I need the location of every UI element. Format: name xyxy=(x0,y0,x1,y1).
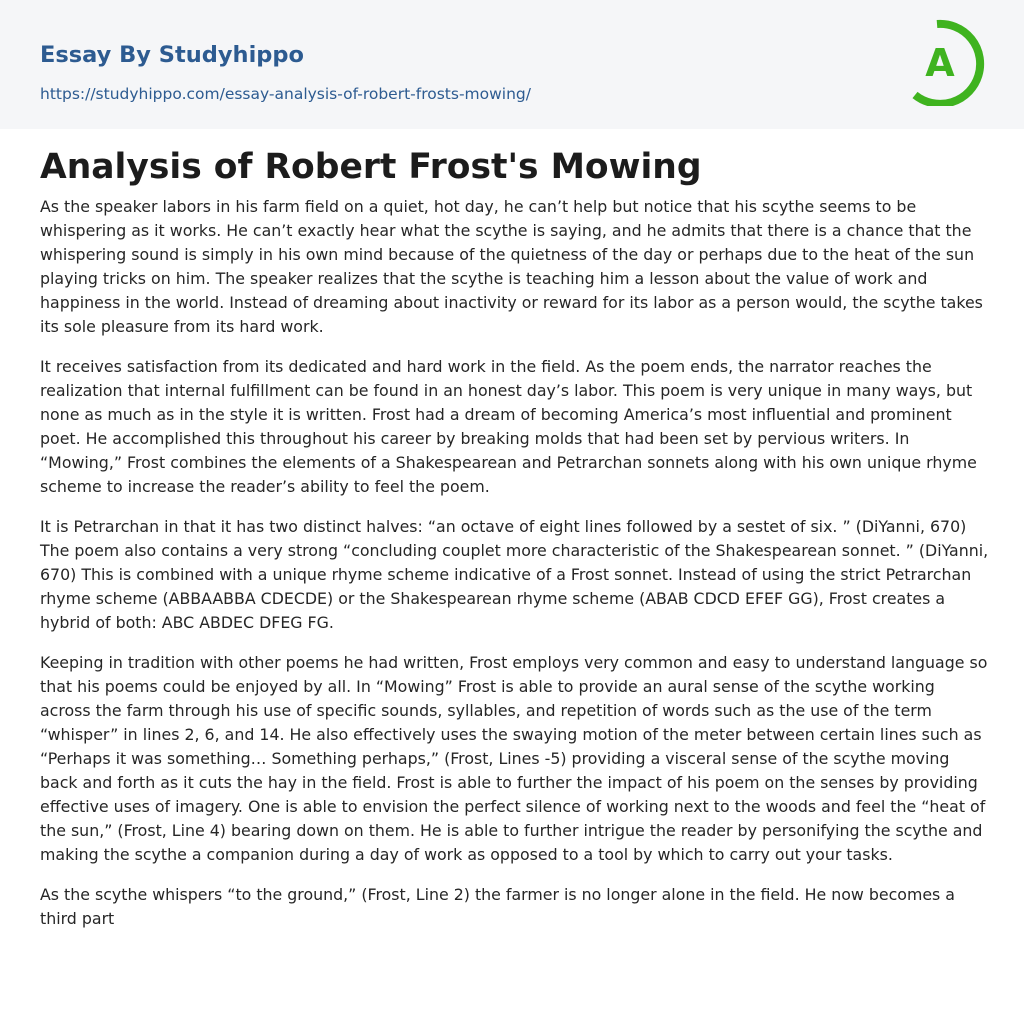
essay-main xyxy=(40,143,990,947)
essay-paragraph: Keeping in tradition with other poems he had written, Frost employs very common and easy to understand language so that his poems could be enjoyed by all. In “Mowing” Frost is able to provide an aural sense of the scythe working across the farm through his use of specific sounds, syllables, and repetition of words such as the use of the term “whisper” in lines 2, 6, and 14. He also effectively uses the swaying motion of the meter between certain lines such as “Perhaps it was something… Something perhaps,” (Frost, Lines -5) providing a visceral sense of the scythe moving back and forth as it cuts the hay in the field. Frost is able to further the impact of his poem on the senses by providing effective uses of imagery. One is able to envision the perfect silence of working next to the woods and feel the “heat of the sun,” (Frost, Line 4) bearing down on them. He is able to further intrigue the reader by personifying the scythe and making the scythe a companion during a day of work as opposed to a tool by which to carry out your tasks. xyxy=(40,653,988,864)
essay-paragraph: It receives satisfaction from its dedicated and hard work in the field. As the poem ends, the narrator reaches the realization that internal fulfillment can be found in an honest day’s labor. This poem is very unique in many ways, but none as much as in the style it is written. Frost had a dream of becoming America’s most influential and prominent poet. He accomplished this throughout his career by breaking molds that had been set by pervious writers. In “Mowing,” Frost combines the elements of a Shakespearean and Petrarchan sonnets along with his own unique rhyme scheme to increase the reader’s ability to feel the poem. xyxy=(40,357,977,496)
essay-url-link[interactable]: https://studyhippo.com/essay-analysis-of-robert-frosts-mowing/ xyxy=(40,85,531,103)
essay-paragraph: As the scythe whispers “to the ground,” (Frost, Line 2) the farmer is no longer alone in the field. He now becomes a third part xyxy=(40,885,955,928)
studyhippo-logo-icon[interactable] xyxy=(908,18,988,106)
essay-title: Analysis of Robert Frost's Mowing xyxy=(40,147,702,187)
essay-paragraph: As the speaker labors in his farm field on a quiet, hot day, he can’t help but notice that his scythe seems to be whispering as it works. He can’t exactly hear what the scythe is saying, and he admits that there is a chance that the whispering sound is simply in his own mind because of the quietness of the day or perhaps due to the heat of the sun playing tricks on him. The speaker realizes that the scythe is teaching him a lesson about the value of work and happiness in the world. Instead of dreaming about inactivity or reward for its labor as a person would, the scythe takes its sole pleasure from its hard work. xyxy=(40,197,983,336)
site-header xyxy=(0,0,1024,129)
essay-body xyxy=(40,195,990,931)
essay-paragraph: It is Petrarchan in that it has two distinct halves: “an octave of eight lines followed by a sestet of six. ” (DiYanni, 670) The poem also contains a very strong “concluding couplet more characteristic of the Shakespearean sonnet. ” (DiYanni, 670) This is combined with a unique rhyme scheme indicative of a Frost sonnet. Instead of using the strict Petrarchan rhyme scheme (ABBAABBA CDECDE) or the Shakespearean rhyme scheme (ABAB CDCD EFEF GG), Frost creates a hybrid of both: ABC ABDEC DFEG FG. xyxy=(40,517,989,632)
site-brand[interactable]: Essay By Studyhippo xyxy=(40,42,304,68)
logo-letter: A xyxy=(925,41,955,85)
